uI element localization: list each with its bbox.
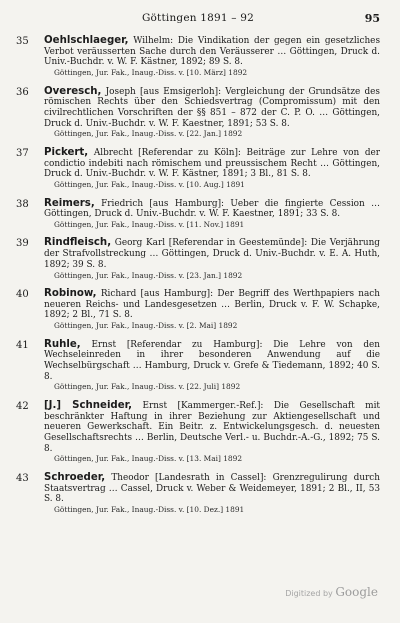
entry-list — [16, 36, 380, 524]
author-name: Schroeder, — [44, 471, 106, 483]
entry-text: Richard [aus Hamburg]: Der Begriff des Werthpapiers nach neueren Reichs- und Landesgesetzen … Berlin, Druck v. F. W. Schapke, 1892; 2 Bl., 71 S. 8. — [44, 289, 380, 321]
author-name: Overesch, — [44, 85, 102, 97]
entry-note: Göttingen, Jur. Fak., Inaug.-Diss. v. [13. Mai] 1892 — [54, 454, 243, 464]
entry-number: 37 — [16, 147, 29, 159]
entry-note: Göttingen, Jur. Fak., Inaug.-Diss. v. [22. Jan.] 1892 — [54, 129, 243, 139]
page-number: 95 — [364, 12, 380, 25]
entry-note: Göttingen, Jur. Fak., Inaug.-Diss. v. [10. März] 1892 — [54, 68, 248, 78]
running-title: Göttingen 1891 – 92 — [141, 12, 255, 24]
list-item — [16, 36, 380, 78]
list-item — [16, 340, 380, 392]
list-item — [16, 148, 380, 190]
entry-body — [44, 199, 380, 220]
watermark-brand: Google — [335, 585, 378, 599]
page-header — [16, 12, 380, 28]
entry-body — [44, 401, 380, 455]
entry-text: Ernst [Kammerger.-Ref.]: Die Gesellschaft mit beschränkter Haftung in ihrer Beziehung zur Aktiengesellschaft und neueren Gewerkschaft. Ein Beitr. z. Entwickelungsgesch. d. neuesten Gesellschaftsrechts … Berlin, Deutsche Verl.- u. Buchdr.-A.-G., 1892; 75 S. 8. — [44, 400, 380, 454]
entry-note: Göttingen, Jur. Fak., Inaug.-Diss. v. [10. Aug.] 1891 — [54, 180, 245, 190]
author-name: Pickert, — [44, 146, 89, 158]
entry-number: 41 — [16, 339, 29, 351]
entry-note: Göttingen, Jur. Fak., Inaug.-Diss. v. [22. Juli] 1892 — [54, 382, 241, 392]
entry-text: Georg Karl [Referendar in Geestemünde]: Die Verjährung der Strafvollstreckung … Göttingen, Druck d. Univ.-Buchdr. v. E. A. Huth, 1892; 39 S. 8. — [44, 238, 380, 270]
entry-body — [44, 340, 380, 383]
watermark-prefix: Digitized by — [285, 589, 333, 598]
author-name: Ruhle, — [44, 338, 81, 350]
entry-body — [44, 473, 380, 505]
entry-body — [44, 238, 380, 270]
entry-body — [44, 36, 380, 68]
author-name: Oehlschlaeger, — [44, 35, 129, 46]
entry-number: 43 — [16, 472, 29, 484]
entry-note: Göttingen, Jur. Fak., Inaug.-Diss. v. [11. Nov.] 1891 — [54, 219, 245, 229]
entry-text: Joseph [aus Emsigerloh]: Vergleichung der Grundsätze des römischen Rechts über den Schiedsvertrag (Compromissum) mit den civilrechtlichen Vorschriften der §§ 851 – 872 der C. P. O. … Göttingen, Druck d. Univ.-Buchdr. v. W. F. Kaestner, 1891; 53 S. 8. — [44, 86, 380, 129]
entry-text: Wilhelm: Die Vindikation der gegen ein gesetzliches Verbot veräusserten Sache durch den Veräusserer … Göttingen, Druck d. Univ.-Buchdr. v. W. F. Kästner, 1892; 89 S. 8. — [44, 36, 380, 68]
entry-number: 36 — [16, 86, 29, 98]
entry-note: Göttingen, Jur. Fak., Inaug.-Diss. v. [2. Mai] 1892 — [54, 321, 238, 331]
list-item — [16, 473, 380, 515]
entry-body — [44, 87, 380, 130]
entry-number: 40 — [16, 289, 29, 301]
entry-number: 38 — [16, 198, 29, 210]
entry-number: 39 — [16, 238, 29, 250]
list-item — [16, 238, 380, 280]
list-item — [16, 401, 380, 464]
author-name: Rindfleisch, — [44, 237, 112, 249]
entry-text: Ernst [Referendar zu Hamburg]: Die Lehre von den Wechseleinreden in ihrer besonderen Anwendung auf die Wechselbürgschaft … Hamburg, Druck v. Grefe & Tiedemann, 1892; 40 S. 8. — [44, 339, 381, 382]
list-item — [16, 199, 380, 230]
entry-text: Albrecht [Referendar zu Köln]: Beiträge zur Lehre von der condictio indebiti nach römischem und preussischem Recht … Göttingen, Druck d. Univ.-Buchdr. v. W. F. Kästner, 1891; 3 Bl., 81 S. 8. — [44, 147, 380, 180]
entry-body — [44, 148, 380, 180]
list-item — [16, 289, 380, 331]
entry-text: Friedrich [aus Hamburg]: Ueber die fingierte Cession … Göttingen, Druck d. Univ.-Buchdr. v. W. F. Kaestner, 1891; 33 S. 8. — [44, 198, 380, 220]
list-item — [16, 87, 380, 139]
entry-number: 35 — [16, 36, 29, 47]
entry-text: Theodor [Landesrath in Cassel]: Grenzregulirung durch Staatsvertrag … Cassel, Druck v. Weber & Weidemeyer, 1891; 2 Bl., II, 53 S. 8. — [44, 472, 380, 505]
author-name: Reimers, — [44, 197, 95, 209]
author-name: [J.] Schneider, — [44, 399, 133, 411]
google-watermark — [285, 585, 378, 599]
author-name: Robinow, — [44, 288, 97, 300]
entry-number: 42 — [16, 400, 29, 412]
entry-note: Göttingen, Jur. Fak., Inaug.-Diss. v. [10. Dez.] 1891 — [54, 505, 245, 515]
entry-body — [44, 289, 380, 321]
entry-note: Göttingen, Jur. Fak., Inaug.-Diss. v. [23. Jan.] 1892 — [54, 270, 243, 280]
